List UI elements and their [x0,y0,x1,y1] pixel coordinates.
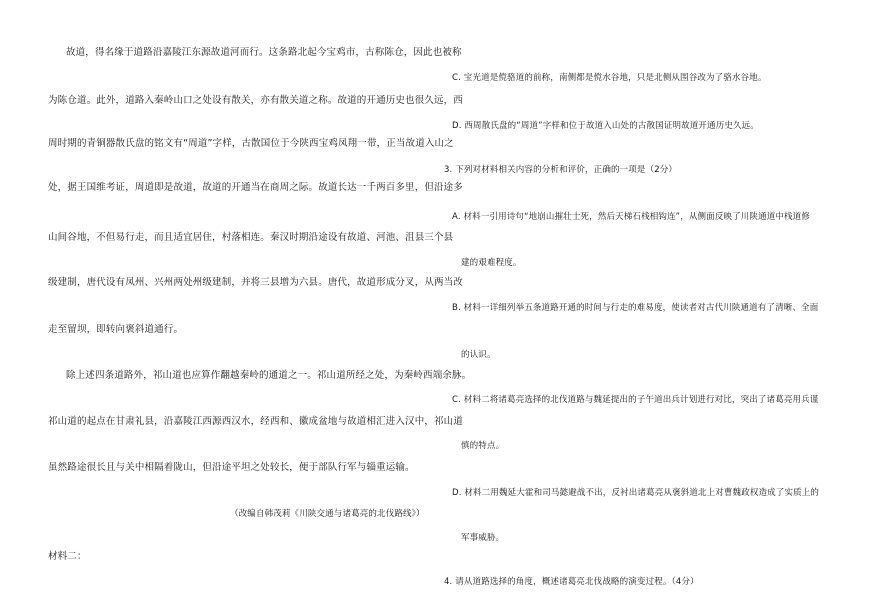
paragraph-line: 周时期的青铜器散氏盘的铭文有“周道”字样，古散国位于今陕西宝鸡凤翔一带，正当故道入山之 [48,138,454,149]
paragraph-line: 处，据王国维考证，周道即是故道，故道的开通当在商周之际。故道长达一千两百多里，但沿途多 [48,182,463,193]
question-3-option-c-cont: 慎的特点。 [461,441,505,451]
question-4-stem: 4. 请从道路选择的角度，概述诸葛亮北伐战略的演变过程。（4分） [444,577,699,587]
question-3-option-d-cont: 军事威胁。 [461,533,505,543]
question-3-option-a-cont: 建的艰难程度。 [461,258,522,268]
option-c-previous: C. 宝光道是傥骆道的前称，南侧都是傥水谷地，只是北侧从围谷改为了骆水谷地。 [452,73,767,83]
option-d-previous: D. 西周散氏盘的“周道”字样和位于故道入山处的古散国证明故道开通历史久远。 [452,121,759,131]
paragraph-line: 祁山道的起点在甘肃礼县，沿嘉陵江西源西汉水，经西和、徽成盆地与故道相汇进入汉中，祁山道 [48,416,463,427]
question-3-option-b-cont: 的认识。 [461,350,496,360]
paragraph-line: 为陈仓道。此外，道路入秦岭山口之处设有散关，亦有散关道之称。故道的开通历史也很久远，西 [48,95,463,106]
paragraph-line: 除上述四条道路外，祁山道也应算作翻越秦岭的通道之一。祁山道所经之处，为秦岭西端余脉。 [66,370,472,381]
paragraph-line: 故道，得名缘于道路沿嘉陵江东源故道河而行。这条路北起今宝鸡市，古称陈仓，因此也被称 [66,47,462,58]
paragraph-line: 山间谷地，不但易行走，而且适宜居住，村落相连。秦汉时期沿途设有故道、河池、沮县三个县 [48,232,454,243]
question-3-option-d: D. 材料二用魏延大霍和司马懿避战不出，反衬出诸葛亮从褒斜道北上对曹魏政权造成了实质上的 [452,488,820,498]
source-citation: （改编自韩茂莉《川陕交通与诸葛亮的北伐路线》） [230,509,425,519]
paragraph-line: 级建制，唐代设有凤州、兴州两处州级建制，并将三县增为六县。唐代，故道形成分叉，从两当改 [48,277,463,288]
question-3-option-c: C. 材料二将诸葛亮选择的北伐道路与魏延提出的子午道出兵计划进行对比，突出了诸葛亮用兵谨 [452,395,819,405]
paragraph-line: 走至留坝，即转向褒斜道通行。 [48,324,184,335]
question-3-option-a: A. 材料一引用诗句“地崩山摧壮士死，然后天梯石栈相钩连”，从侧面反映了川陕通道中栈道修 [452,212,810,222]
paragraph-line: 虽然路途很长且与关中相隔着陇山，但沿途平坦之处较长，便于部队行军与辎重运输。 [48,462,415,473]
question-3-stem: 3. 下列对材料相关内容的分析和评价，正确的一项是（2分） [444,165,678,175]
question-3-option-b: B. 材料一详细列举五条道路开通的时间与行走的难易度，使读者对古代川陕通道有了清晰、全面 [452,303,819,313]
material-two-heading: 材料二： [48,551,87,562]
